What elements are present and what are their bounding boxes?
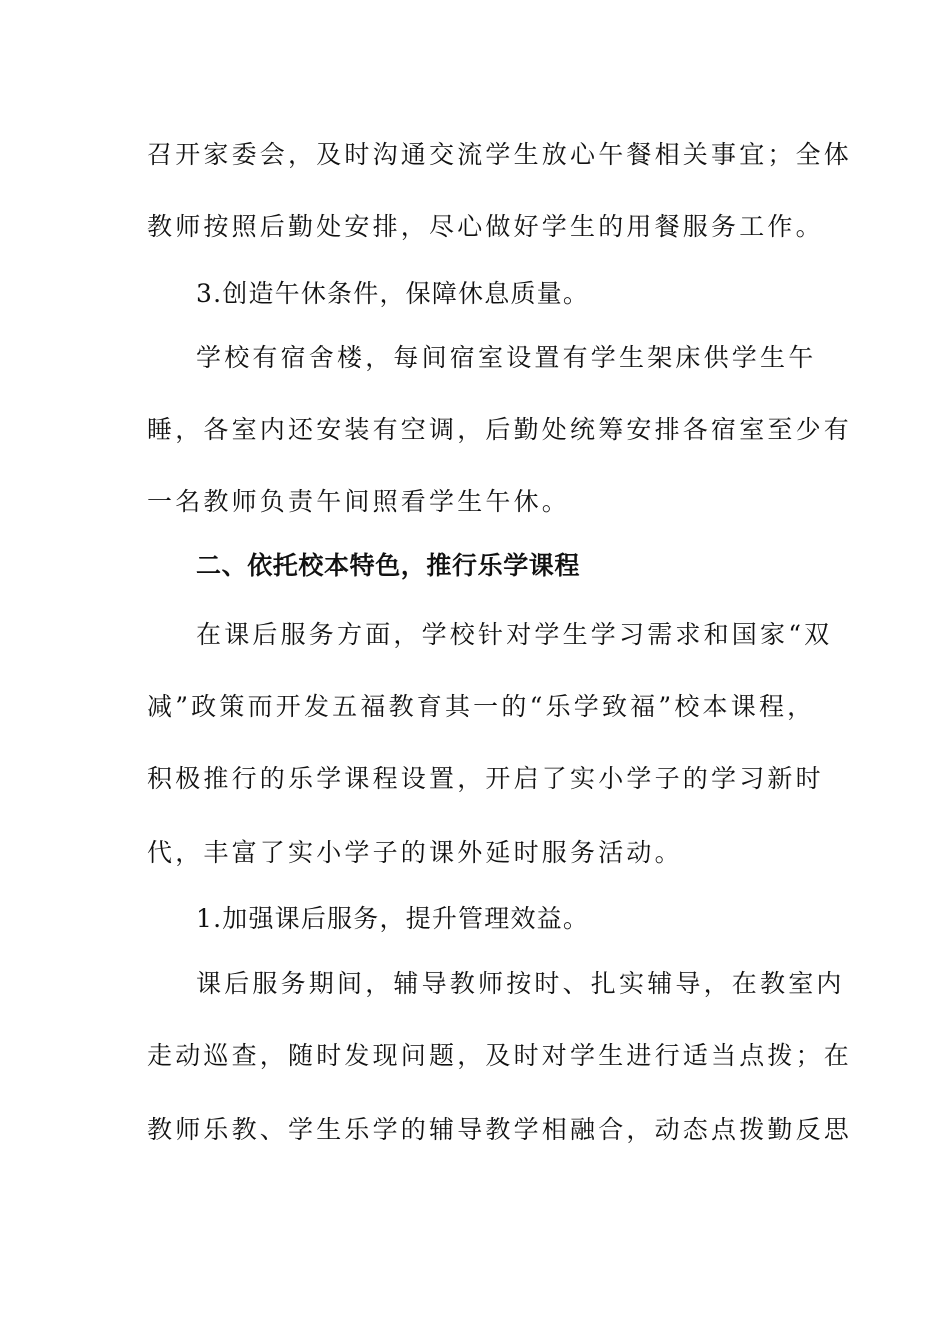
body-text-line: 代，丰富了实小学子的课外延时服务活动。 [147, 838, 683, 867]
body-text-line: 课后服务期间，辅导教师按时、扎实辅导，在教室内 [196, 969, 845, 998]
body-text-line: 睡，各室内还安装有空调，后勤处统筹安排各宿室至少有 [147, 415, 853, 444]
body-text-line: 召开家委会，及时沟通交流学生放心午餐相关事宜；全体 [147, 140, 853, 169]
body-text-line: 积极推行的乐学课程设置，开启了实小学子的学习新时 [147, 764, 824, 793]
body-text-line: 学校有宿舍楼，每间宿室设置有学生架床供学生午 [196, 343, 817, 372]
body-text-line: 教师乐教、学生乐学的辅导教学相融合，动态点拨勤反思 [147, 1115, 853, 1144]
body-text-line: 减”政策而开发五福教育其一的“乐学致福”校本课程， [147, 692, 816, 721]
body-text-line: 教师按照后勤处安排，尽心做好学生的用餐服务工作。 [147, 212, 824, 241]
body-text-line: 在课后服务方面，学校针对学生学习需求和国家“双 [196, 620, 833, 649]
subheading-line: 3.创造午休条件，保障休息质量。 [196, 279, 590, 308]
subheading-line: 1.加强课后服务，提升管理效益。 [196, 904, 590, 933]
section-heading: 二、依托校本特色，推行乐学课程 [196, 551, 581, 580]
body-text-line: 走动巡查，随时发现问题，及时对学生进行适当点拨；在 [147, 1041, 853, 1070]
body-text-line: 一名教师负责午间照看学生午休。 [147, 487, 571, 516]
